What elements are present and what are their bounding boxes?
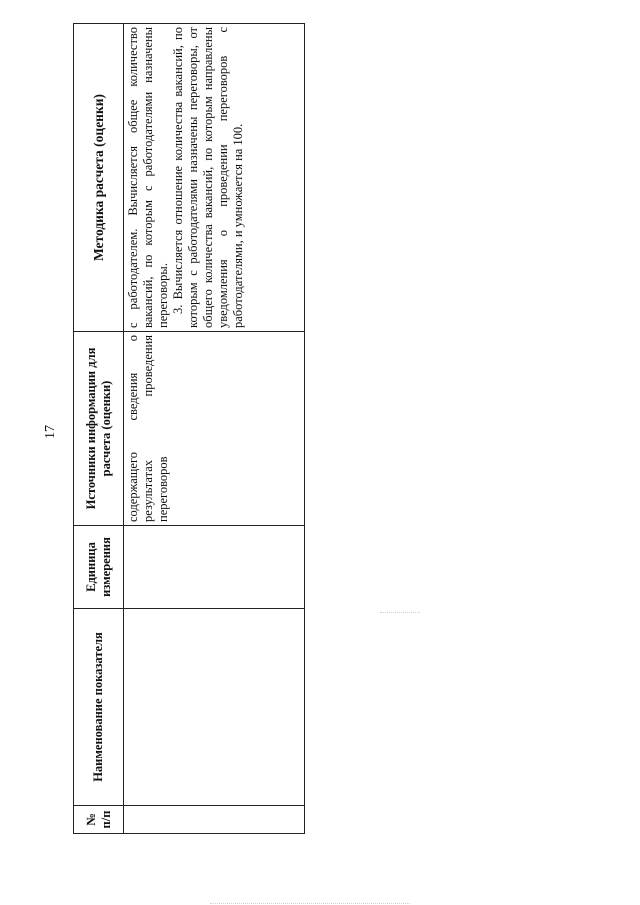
scan-artifact-line [380, 612, 420, 614]
cell-indicator-name [124, 609, 305, 806]
header-information-source: Источники информации для расчета (оценки) [74, 332, 124, 526]
page-number: 17 [43, 425, 58, 439]
header-unit: Единица измерения [74, 526, 124, 609]
header-indicator-name: Наименование показателя [74, 609, 124, 806]
indicators-table [73, 23, 305, 834]
rotated-table-wrapper [73, 24, 305, 834]
header-calculation-method: Методика расчета (оценки) [74, 24, 124, 332]
table-row [124, 24, 305, 834]
cell-unit [124, 526, 305, 609]
table-header-row [74, 24, 124, 834]
cell-num [124, 806, 305, 834]
method-paragraph-2: 3. Вычисляется отношение количества вакансий, по которым с работодателями назначены переговоры, от общего количества вакансий, по которым направлены уведомления о проведении переговоров с работодателями, и умножается на 100. [171, 27, 245, 328]
method-paragraph-1: с работодателем. Вычисляется общее количество вакансий, по которым с работодателями назначены переговоры. [126, 27, 170, 328]
source-text: содержащего сведения о результатах проведения переговоров [126, 335, 170, 522]
header-num: № п/п [74, 806, 124, 834]
cell-calculation-method [124, 24, 305, 332]
cell-information-source [124, 332, 305, 526]
